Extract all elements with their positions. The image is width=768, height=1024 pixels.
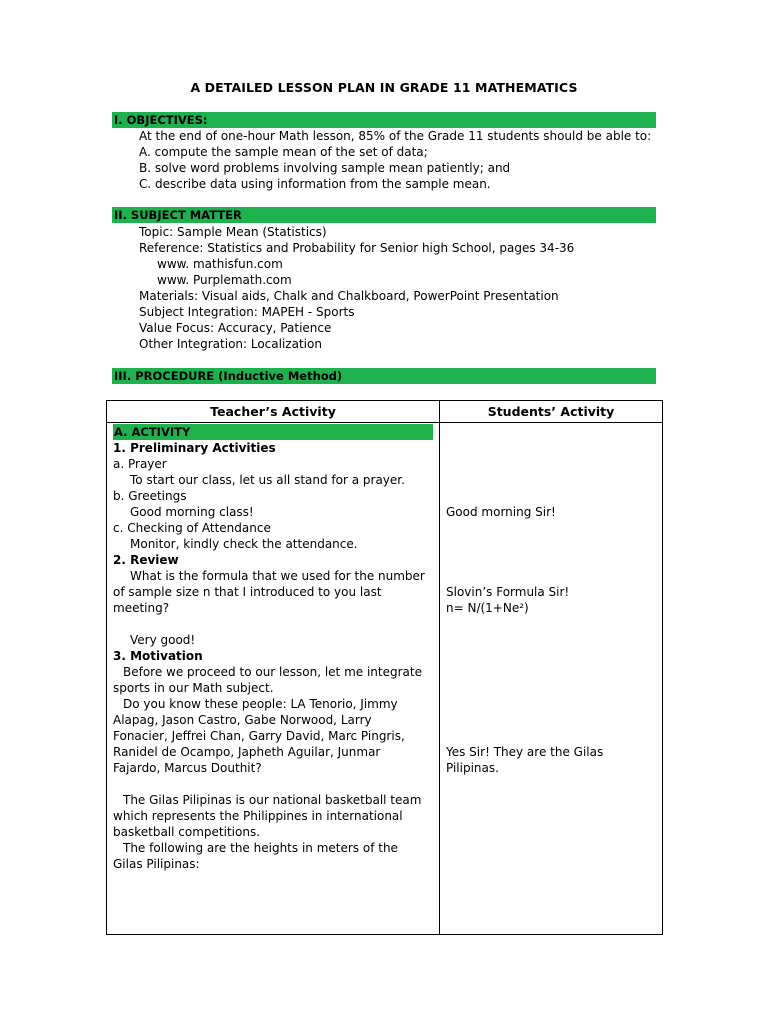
subject-materials: Materials: Visual aids, Chalk and Chalkboard, PowerPoint Presentation [139,289,559,303]
teacher-line: Alapag, Jason Castro, Gabe Norwood, Larry [113,713,372,727]
objectives-intro: At the end of one-hour Math lesson, 85% of the Grade 11 students should be able to: [139,129,652,143]
teacher-line: Very good! [130,633,196,647]
teacher-line: 2. Review [113,553,179,567]
students-activity-header: Students’ Activity [487,404,615,419]
teacher-line: Gilas Pilipinas: [113,857,200,871]
teacher-line: 1. Preliminary Activities [113,441,276,455]
table-header-divider [107,422,662,423]
teacher-line: a. Prayer [113,457,167,471]
teacher-line: Good morning class! [130,505,254,519]
teacher-line: To start our class, let us all stand for a prayer. [130,473,405,487]
teacher-line: 3. Motivation [113,649,203,663]
teacher-line: What is the formula that we used for the number [130,569,425,583]
other-integration: Other Integration: Localization [139,337,322,351]
subject-reference: Reference: Statistics and Probability for Senior high School, pages 34-36 [139,241,575,255]
student-line: n= N/(1+Ne²) [446,601,529,615]
reference-link: www. mathisfun.com [157,257,283,271]
student-line: Pilipinas. [446,761,499,775]
objectives-heading: I. OBJECTIVES: [112,112,656,128]
table-divider [439,401,440,934]
reference-link: www. Purplemath.com [157,273,292,287]
procedure-heading: III. PROCEDURE (Inductive Method) [112,368,656,384]
teacher-line: Fajardo, Marcus Douthit? [113,761,262,775]
objective-item: B. solve word problems involving sample mean patiently; and [139,161,511,175]
objective-item: A. compute the sample mean of the set of data; [139,145,428,159]
teacher-line: Monitor, kindly check the attendance. [130,537,358,551]
teacher-line: The following are the heights in meters of the [123,841,398,855]
subject-integration: Subject Integration: MAPEH - Sports [139,305,355,319]
teacher-line: The Gilas Pilipinas is our national basketball team [123,793,422,807]
teacher-line: sports in our Math subject. [113,681,274,695]
page-title: A DETAILED LESSON PLAN IN GRADE 11 MATHEMATICS [190,80,578,95]
teacher-line: c. Checking of Attendance [113,521,271,535]
teacher-activity-header: Teacher’s Activity [210,404,336,419]
teacher-line: basketball competitions. [113,825,261,839]
student-line: Yes Sir! They are the Gilas [446,745,604,759]
teacher-line: meeting? [113,601,170,615]
subject-matter-heading: II. SUBJECT MATTER [112,207,656,223]
teacher-line: Before we proceed to our lesson, let me integrate [123,665,422,679]
teacher-line: of sample size n that I introduced to you last [113,585,382,599]
teacher-line: Ranidel de Ocampo, Japheth Aguilar, Junmar [113,745,381,759]
student-line: Slovin’s Formula Sir! [446,585,570,599]
objective-item: C. describe data using information from the sample mean. [139,177,491,191]
value-focus: Value Focus: Accuracy, Patience [139,321,332,335]
teacher-line: which represents the Philippines in international [113,809,403,823]
student-line: Good morning Sir! [446,505,556,519]
teacher-line: Do you know these people: LA Tenorio, Jimmy [123,697,398,711]
teacher-line: b. Greetings [113,489,187,503]
activity-heading: A. ACTIVITY [113,424,433,440]
subject-topic: Topic: Sample Mean (Statistics) [139,225,327,239]
procedure-table [106,400,663,935]
teacher-line: Fonacier, Jeffrei Chan, Garry David, Marc Pingris, [113,729,405,743]
